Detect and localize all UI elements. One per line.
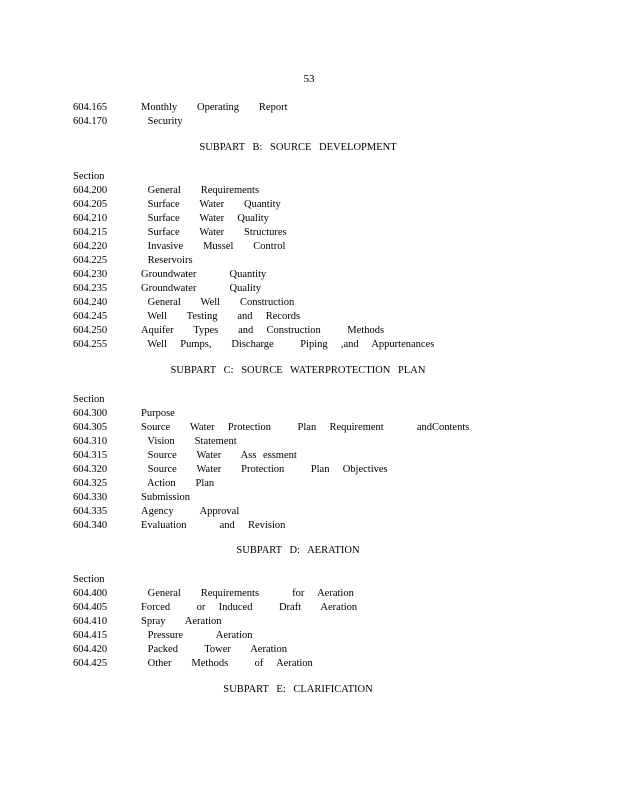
section-number: 604.410 [73,616,108,627]
section-row [73,421,469,435]
section-number: 604.240 [73,297,108,308]
section-title: Security [141,116,183,127]
section-number: 604.210 [73,213,108,224]
subpart-c-section-list [73,393,469,533]
section-row [73,615,357,629]
section-row [73,254,434,268]
section-number: 604.420 [73,644,108,655]
intro-section-list [73,101,287,129]
section-title: Pressure Aeration [141,630,253,641]
section-row [73,643,357,657]
section-number: 604.405 [73,602,108,613]
section-number: 604.200 [73,185,108,196]
section-number: 604.230 [73,269,108,280]
section-title: Submission [141,492,191,503]
section-row [73,491,469,505]
section-row [73,212,434,226]
section-number: 604.305 [73,422,108,433]
section-number: 604.215 [73,227,108,238]
section-title: Source Water Protection Plan Objectives [141,464,388,475]
subpart-b-heading: SUBPART B: SOURCE DEVELOPMENT [199,142,397,153]
section-row [73,435,469,449]
section-title: Groundwater Quality [141,283,262,294]
section-row [73,338,434,352]
section-label: Section [73,171,105,182]
section-title: Well Testing and Records [141,311,301,322]
section-row [73,268,434,282]
section-number: 604.255 [73,339,108,350]
section-number: 604.225 [73,255,108,266]
section-title: Well Pumps, Discharge Piping ,and Appurtenances [141,339,435,350]
section-row [73,324,434,338]
section-title: General Requirements for Aeration [141,588,354,599]
section-row [73,407,469,421]
section-row [73,463,469,477]
section-number: 604.340 [73,520,108,531]
section-row [73,657,357,671]
section-row [73,198,434,212]
section-row [73,282,434,296]
section-row [73,587,357,601]
section-number: 604.415 [73,630,108,641]
section-title: Source Water Ass essment [141,450,297,461]
section-number: 604.245 [73,311,108,322]
section-row [73,101,287,115]
subpart-b-section-list [73,170,434,352]
section-number: 604.170 [73,116,108,127]
section-number: 604.205 [73,199,108,210]
section-title: Other Methods of Aeration [141,658,313,669]
subpart-d-heading: SUBPART D: AERATION [236,545,360,556]
section-number: 604.330 [73,492,108,503]
section-row [73,296,434,310]
section-label: Section [73,394,105,405]
section-number: 604.320 [73,464,108,475]
section-row [73,449,469,463]
section-title: Surface Water Quality [141,213,269,224]
subpart-d-section-list [73,573,357,671]
section-row [73,184,434,198]
page-number: 53 [303,73,315,85]
section-number: 604.300 [73,408,108,419]
section-label: Section [73,574,105,585]
section-number: 604.335 [73,506,108,517]
section-number: 604.235 [73,283,108,294]
section-number: 604.425 [73,658,108,669]
section-row [73,115,287,129]
section-title: Reservoirs [141,255,193,266]
section-row [73,226,434,240]
section-number: 604.310 [73,436,108,447]
section-title: Agency Approval [141,506,240,517]
section-title: Forced or Induced Draft Aeration [141,602,358,613]
subpart-e-heading: SUBPART E: CLARIFICATION [223,684,373,695]
section-row [73,477,469,491]
section-title: Evaluation and Revision [141,520,286,531]
section-title: General Requirements [141,185,260,196]
section-title: Purpose [141,408,175,419]
section-row [73,519,469,533]
section-number: 604.400 [73,588,108,599]
section-title: Packed Tower Aeration [141,644,287,655]
section-title: Spray Aeration [141,616,222,627]
section-row [73,310,434,324]
section-title: Aquifer Types and Construction Methods [141,325,385,336]
subpart-c-heading: SUBPART C: SOURCE WATERPROTECTION PLAN [170,365,426,376]
section-title: Surface Water Structures [141,227,287,238]
section-title: Surface Water Quantity [141,199,281,210]
section-number: 604.220 [73,241,108,252]
section-number: 604.325 [73,478,108,489]
section-title: Groundwater Quantity [141,269,267,280]
section-title: General Well Construction [141,297,295,308]
section-title: Vision Statement [141,436,237,447]
section-row [73,240,434,254]
section-row [73,629,357,643]
section-row [73,601,357,615]
section-title: Monthly Operating Report [141,102,288,113]
section-row [73,505,469,519]
section-title: Action Plan [141,478,215,489]
section-title: Source Water Protection Plan Requirement andContents [141,422,470,433]
section-number: 604.250 [73,325,108,336]
section-number: 604.315 [73,450,108,461]
section-number: 604.165 [73,102,108,113]
section-title: Invasive Mussel Control [141,241,286,252]
